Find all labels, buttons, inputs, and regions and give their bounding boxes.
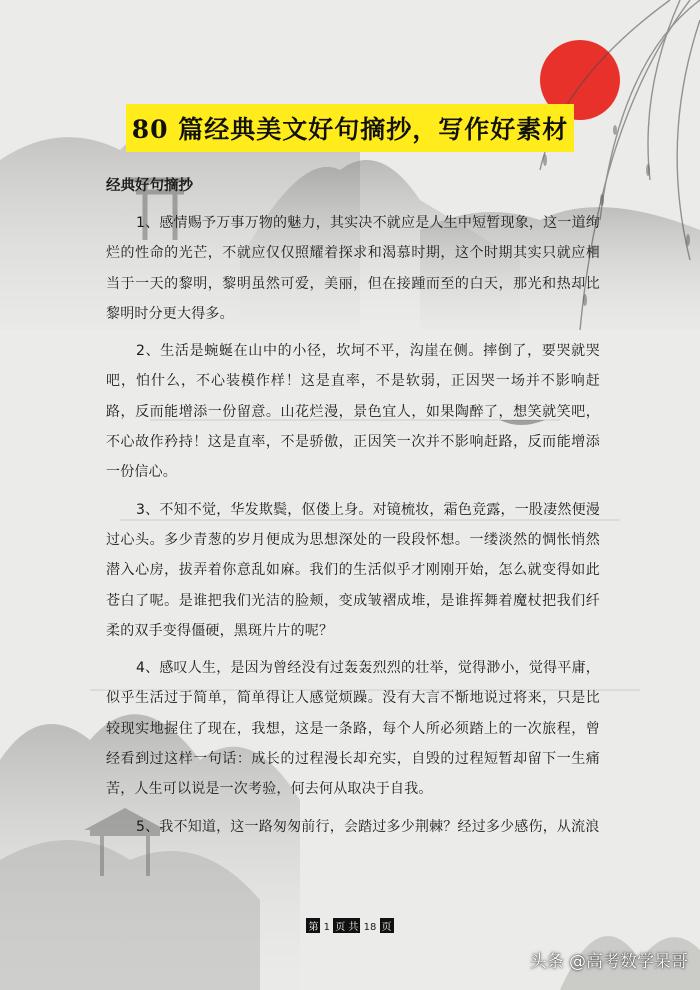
page-title: 80 篇经典美文好句摘抄，写作好素材 [126, 104, 575, 152]
section-heading: 经典好句摘抄 [106, 178, 193, 194]
current-page: 1 [323, 922, 331, 933]
article-body [106, 174, 600, 849]
watermark-text: 头条 @高考数学呆哥 [529, 952, 688, 972]
page-label-middle: 页 共 [333, 918, 360, 933]
page-number [0, 918, 700, 933]
total-pages: 18 [363, 922, 377, 933]
page-label-suffix: 页 [380, 918, 394, 933]
title-wrapper [0, 104, 700, 152]
page-label-prefix: 第 [306, 918, 320, 933]
paragraph-3: 3、不知不觉，华发欺鬓，伛偻上身。对镜梳妆，霜色竞露，一股凄然便漫过心头。多少青葱的岁月便成为思想深处的一段段怀想。一缕淡然的惆怅悄然潜入心房，拔弄着你意乱如麻。我们的生活似乎才刚刚开始，怎么就变得如此苍白了呢。是谁把我们光洁的脸颊，变成皱褶成堆，是谁挥舞着魔杖把我们纤柔的双手变得僵硬，黑斑片片的呢？ [106, 501, 600, 639]
paragraph-2: 2、生活是蜿蜒在山中的小径，坎坷不平，沟崖在侧。摔倒了，要哭就哭吧，怕什么，不心装模作样！这是直率，不是软弱，正因哭一场并不影响赶路，反而能增添一份留意。山花烂漫，景色宜人，如果陶醉了，想笑就笑吧，不心故作矜持！这是直率，不是骄傲，正因笑一次并不影响赶路，反而能增添一份信心。 [106, 343, 600, 481]
paragraph-1: 1、感情赐予万事万物的魅力，其实决不就应是人生中短暂现象，这一道绚烂的性命的光芒，不就应仅仅照耀着探求和渴慕时期，这个时期其实只就应相当于一天的黎明，黎明虽然可爱，美丽，但在接踵而至的白天，那光和热却比黎明时分更大得多。 [106, 215, 600, 322]
paragraph-4: 4、感叹人生，是因为曾经没有过轰轰烈烈的壮举，觉得渺小，觉得平庸，似乎生活过于简单，简单得让人感觉烦躁。没有大言不惭地说过将来，只是比较现实地握住了现在，我想，这是一条路，每个人所必须踏上的一次旅程，曾经看到过这样一句话：成长的过程漫长却充实，自毁的过程短暂却留下一生痛苦，人生可以说是一次考验，何去何从取决于自我。 [106, 660, 600, 798]
paragraph-5: 5、我不知道，这一路匆匆前行，会踏过多少荆棘？经过多少感伤，从流浪 [136, 818, 600, 835]
